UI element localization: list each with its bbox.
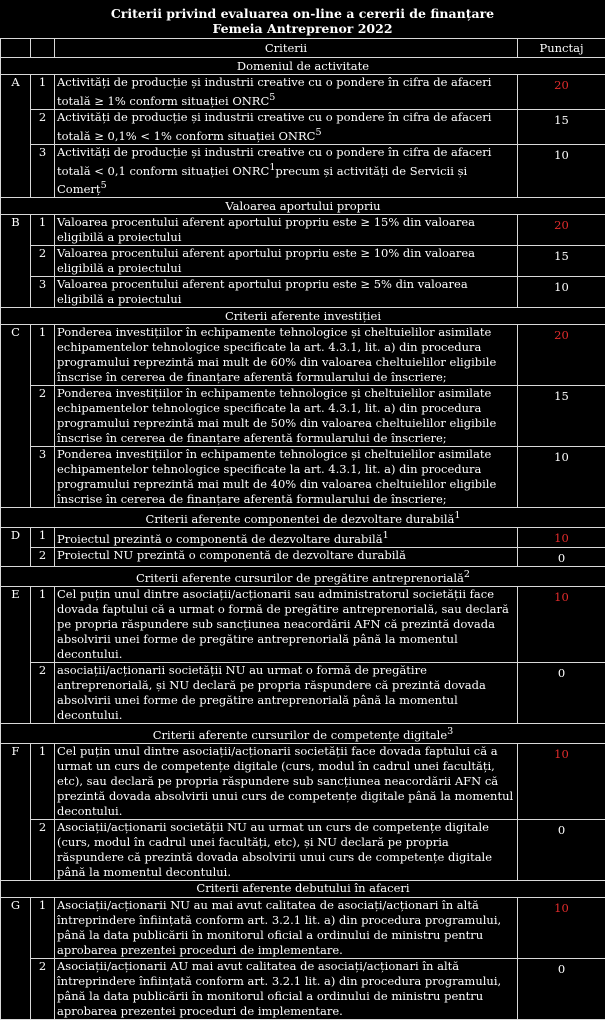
section-heading [1,723,605,743]
section-letter: E [1,586,31,723]
section-heading-footnote: 3 [447,726,453,737]
criterion-text-tail: precum și activități de Servicii și Comerț [57,163,467,196]
criterion-score: 20 [518,75,605,110]
criterion-text-body: Valoarea procentului aferent aportului propriu este ≥ 5% din valoarea eligibilă a proiectului [57,277,468,306]
section-heading-text: Criterii aferente debutului în afaceri [196,881,409,895]
criterion-text [55,547,518,566]
criterion-score: 0 [518,819,605,880]
section-heading-row [1,566,605,586]
criterion-score: 10 [518,528,605,548]
criterion-text [55,662,518,723]
table-row [1,897,605,958]
section-letter: G [1,897,31,1019]
criterion-text-body: Valoarea procentului aferent aportului propriu este ≥ 10% din valoarea eligibilă a proiectului [57,246,475,275]
criterion-text-body: Cel puțin unul dintre asociații/acționarii societății face dovada faptului că a urmat un curs de competențe digitale (curs, modul în cadrul unei facultăți, etc), sau declară pe propria răspundere sub sancțiunea neacordării AFN că prezintă dovada absolvirii unui curs de competențe digitale până la momentul decontului. [57,744,513,818]
section-heading-text: Criterii aferente investiției [225,309,381,323]
criterion-text-body: Asociații/acționarii societății NU au urmat un curs de competențe digitale (curs, modul în cadrul unei facultăți, etc), și NU declară pe propria răspundere că prezintă dovada absolvirii unui curs de competențe digitale până la momentul decontului. [57,820,492,879]
criterion-score: 10 [518,144,605,198]
table-row [1,325,605,386]
table-row [1,819,605,880]
section-heading-footnote: 2 [464,569,470,580]
criterion-text-body: Proiectul prezintă o componentă de dezvoltare durabilă [57,532,383,546]
section-letter: A [1,75,31,198]
section-heading-text: Domeniul de activitate [237,59,369,73]
criterion-number: 2 [31,386,55,447]
table-row [1,75,605,110]
criterion-score: 0 [518,547,605,566]
criterion-text-body: Activități de producție și industrii creative cu o pondere în cifra de afaceri totală ≥ 1% conform situației ONRC [57,75,491,108]
document-title [0,0,605,38]
section-heading-row [1,508,605,528]
section-heading-text: Valoarea aportului propriu [225,199,380,213]
table-row [1,215,605,246]
criterion-score: 15 [518,386,605,447]
criterion-number: 3 [31,144,55,198]
criterion-text [55,386,518,447]
section-letter: D [1,528,31,567]
criterion-text [55,586,518,662]
criterion-text [55,109,518,144]
section-heading [1,566,605,586]
criterion-text [55,277,518,308]
criterion-text [55,743,518,819]
section-heading-row [1,198,605,215]
criterion-score: 20 [518,215,605,246]
section-heading-row [1,880,605,897]
table-row [1,662,605,723]
section-heading-text: Criterii aferente cursurilor de competențe digitale [153,728,447,742]
criterion-score: 10 [518,586,605,662]
criteria-table [0,38,605,1020]
criterion-text-body: Activități de producție și industrii creative cu o pondere în cifra de afaceri totală ≥ 0,1% < 1% conform situației ONRC [57,110,491,143]
criterion-text-body: Valoarea procentului aferent aportului propriu este ≥ 15% din valoarea eligibilă a proiectului [57,215,475,244]
criterion-footnote: 5 [269,92,275,103]
criterion-footnote: 1 [269,162,275,173]
criterion-text [55,75,518,110]
section-heading [1,198,605,215]
section-letter: B [1,215,31,308]
table-row [1,109,605,144]
section-heading-row [1,58,605,75]
criterion-number: 2 [31,958,55,1019]
criterion-text [55,325,518,386]
header-blank-number [31,39,55,58]
criterion-text-body: asociații/acționarii societății NU au urmat o formă de pregătire antreprenorială, și NU declară pe propria răspundere că prezintă dovada absolvirii unei forme de pregătire antreprenorială până la momentul decontului. [57,663,486,722]
table-row [1,447,605,508]
table-row [1,547,605,566]
table-row [1,586,605,662]
criterion-number: 2 [31,246,55,277]
criterion-number: 2 [31,109,55,144]
table-row [1,246,605,277]
title-line-1: Criterii privind evaluarea on-line a cererii de finanțare [0,6,605,21]
criterion-text [55,528,518,548]
section-heading-text: Criterii aferente cursurilor de pregătire antreprenorială [136,571,464,585]
section-heading [1,308,605,325]
table-header-row [1,39,605,58]
criterion-number: 2 [31,662,55,723]
section-heading-text: Criterii aferente componentei de dezvoltare durabilă [146,512,455,526]
criterion-number: 3 [31,447,55,508]
criterion-score: 0 [518,662,605,723]
criterion-text-body: Ponderea investițiilor în echipamente tehnologice și cheltuielilor asimilate echipamentelor tehnologice specificate la art. 4.3.1, lit. a) din procedura programului reprezintă mai mult de 60% din valoarea cheltuielilor eligibile înscrise în cererea de finanțare aferentă formularului de înscriere; [57,325,496,384]
criterion-score: 10 [518,743,605,819]
criterion-number: 1 [31,586,55,662]
criterion-text [55,246,518,277]
criterion-score: 15 [518,246,605,277]
criterion-number: 2 [31,547,55,566]
criterion-text-body: Ponderea investițiilor în echipamente tehnologice și cheltuielilor asimilate echipamentelor tehnologice specificate la art. 4.3.1, lit. a) din procedura programului reprezintă mai mult de 40% din valoarea cheltuielilor eligibile înscrise în cererea de finanțare aferentă formularului de înscriere; [57,447,496,506]
title-line-2: Femeia Antreprenor 2022 [0,21,605,36]
section-heading [1,880,605,897]
table-row [1,743,605,819]
criterion-tail-footnote: 5 [101,180,107,191]
section-heading-row [1,308,605,325]
criterion-text [55,819,518,880]
criterion-text-body: Activități de producție și industrii creative cu o pondere în cifra de afaceri totală < 0,1 conform situației ONRC [57,145,491,178]
header-criteria: Criterii [55,39,518,58]
criterion-score: 20 [518,325,605,386]
criterion-text [55,897,518,958]
criterion-score: 10 [518,447,605,508]
section-heading [1,58,605,75]
criterion-text-body: Asociații/acționarii AU mai avut calitatea de asociați/acționari în altă întreprindere înființată conform art. 3.2.1 lit. a) din procedura programului, până la data publicării în monitorul oficial a ordinului de ministru pentru aprobarea prezentei proceduri de implementare. [57,959,501,1018]
criterion-number: 1 [31,215,55,246]
criterion-score: 10 [518,897,605,958]
criterion-text [55,447,518,508]
table-row [1,528,605,548]
criterion-footnote: 5 [315,127,321,138]
criterion-number: 1 [31,528,55,548]
section-letter: F [1,743,31,880]
criterion-number: 1 [31,897,55,958]
criterion-number: 1 [31,75,55,110]
criterion-text-body: Proiectul NU prezintă o componentă de dezvoltare durabilă [57,548,406,562]
table-row [1,277,605,308]
table-row [1,144,605,198]
section-letter: C [1,325,31,508]
criterion-text [55,215,518,246]
header-score: Punctaj [518,39,605,58]
criterion-number: 1 [31,325,55,386]
criterion-number: 3 [31,277,55,308]
header-blank-letter [1,39,31,58]
criterion-score: 10 [518,277,605,308]
criterion-score: 15 [518,109,605,144]
section-heading-row [1,723,605,743]
criterion-text [55,144,518,198]
section-heading-footnote: 1 [454,510,460,521]
criterion-score: 0 [518,958,605,1019]
criterion-text-body: Cel puțin unul dintre asociații/acționarii sau administratorul societății face dovada faptului că a urmat o formă de pregătire antreprenorială, sau declară pe propria răspundere sub sancțiunea neacordării AFN că prezintă dovada absolvirii unei forme de pregătire antreprenorială până la momentul decontului. [57,587,509,661]
section-heading [1,508,605,528]
criterion-number: 2 [31,819,55,880]
criterion-text-body: Ponderea investițiilor în echipamente tehnologice și cheltuielilor asimilate echipamentelor tehnologice specificate la art. 4.3.1, lit. a) din procedura programului reprezintă mai mult de 50% din valoarea cheltuielilor eligibile înscrise în cererea de finanțare aferentă formularului de înscriere; [57,386,496,445]
criterion-number: 1 [31,743,55,819]
criterion-footnote: 1 [383,530,389,541]
criterion-text-body: Asociații/acționarii NU au mai avut calitatea de asociați/acționari în altă întreprindere înființată conform art. 3.2.1 lit. a) din procedura programului, până la data publicării în monitorul oficial a ordinului de ministru pentru aprobarea prezentei proceduri de implementare. [57,898,501,957]
table-row [1,386,605,447]
